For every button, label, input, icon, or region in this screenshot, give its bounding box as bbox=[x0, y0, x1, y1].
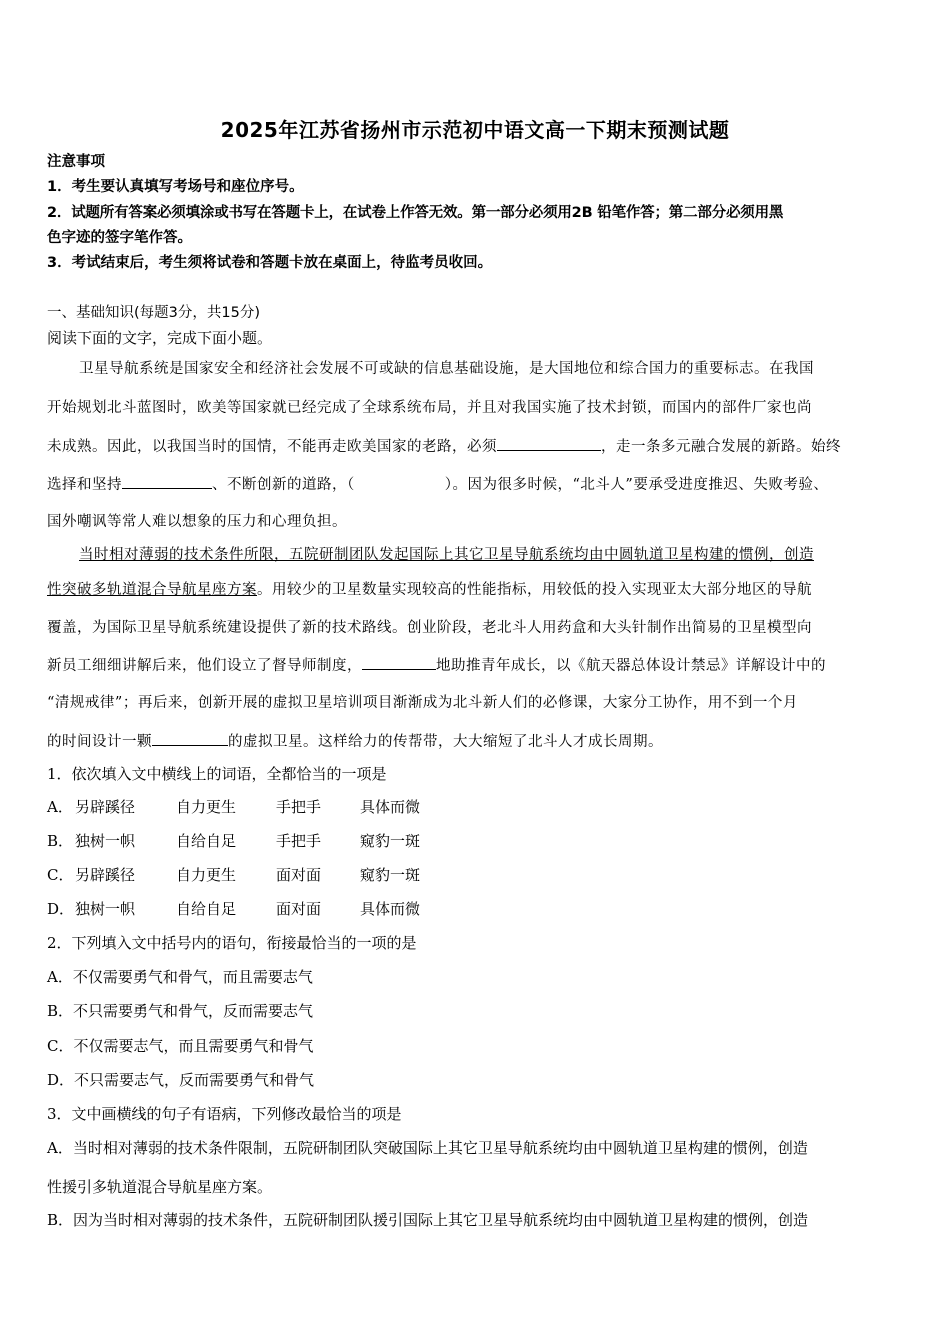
option-word: 另辟蹊径 bbox=[75, 798, 136, 816]
q2-option: D．不只需要志气，反而需要勇气和骨气 bbox=[47, 1071, 315, 1089]
section-instruction: 阅读下面的文字，完成下面小题。 bbox=[47, 329, 273, 347]
notice-item: 3．考试结束后，考生须将试卷和答题卡放在桌面上，待监考员收回。 bbox=[47, 255, 493, 271]
question-stem: 1．依次填入文中横线上的词语，全都恰当的一项是 bbox=[47, 765, 387, 783]
notice-item: 色字迹的签字笔作答。 bbox=[47, 230, 192, 246]
passage-text: 地助推青年成长，以《航天器总体设计禁忌》详解设计中的 bbox=[436, 658, 826, 674]
passage-line: 开始规划北斗蓝图时，欧美等国家就已经完成了全球系统布局，并且对我国实施了技术封锁，而国内的部件厂家也尚 bbox=[47, 400, 812, 416]
q2-option: A．不仅需要勇气和骨气，而且需要志气 bbox=[47, 968, 313, 986]
passage-line bbox=[47, 731, 905, 752]
option-label: B． bbox=[47, 832, 74, 850]
option-word: 独树一帜 bbox=[75, 900, 136, 918]
page-title: 2025年江苏省扬州市示范初中语文高一下期末预测试题 bbox=[220, 118, 730, 142]
section-heading: 一、基础知识(每题3分，共15分) bbox=[47, 305, 260, 321]
passage-text: 选择和坚持 bbox=[47, 477, 122, 493]
q2-option: C．不仅需要志气，而且需要勇气和骨气 bbox=[47, 1037, 314, 1055]
option-word: 手把手 bbox=[276, 798, 322, 816]
passage-text: 新员工细细讲解后来，他们设立了督导师制度， bbox=[47, 658, 362, 674]
passage-line bbox=[47, 580, 905, 600]
passage-text: 的时间设计一颗 bbox=[47, 734, 152, 750]
answer-blank bbox=[497, 436, 601, 451]
underlined-sentence: 性突破多轨道混合导航星座方案 bbox=[47, 582, 257, 598]
notice-heading: 注意事项 bbox=[47, 154, 105, 170]
option-word: 手把手 bbox=[276, 832, 322, 850]
q1-option-a bbox=[47, 797, 905, 817]
question-stem: 3．文中画横线的句子有语病，下列修改最恰当的项是 bbox=[47, 1105, 402, 1123]
passage-text: 的虚拟卫星。这样给力的传帮带，大大缩短了北斗人才成长周期。 bbox=[228, 734, 663, 750]
answer-blank bbox=[122, 474, 212, 489]
option-word: 自给自足 bbox=[176, 832, 237, 850]
passage-text: 未成熟。因此，以我国当时的国情，不能再走欧美国家的老路，必须 bbox=[47, 439, 497, 455]
passage-line: 卫星导航系统是国家安全和经济社会发展不可或缺的信息基础设施，是大国地位和综合国力的重要标志。在我国 bbox=[79, 361, 814, 377]
passage-text: ，走一条多元融合发展的新路。始终 bbox=[601, 439, 841, 455]
option-label: C． bbox=[47, 866, 74, 884]
q3-option: A．当时相对薄弱的技术条件限制，五院研制团队突破国际上其它卫星导航系统均由中圆轨道卫星构建的惯例，创造 bbox=[47, 1139, 808, 1157]
option-word: 面对面 bbox=[276, 866, 322, 884]
answer-blank bbox=[152, 731, 228, 746]
passage-line: “清规戒律”；再后来，创新开展的虚拟卫星培训项目渐渐成为北斗新人们的必修课，大家分工协作，用不到一个月 bbox=[47, 695, 798, 711]
option-word: 自给自足 bbox=[176, 900, 237, 918]
passage-line bbox=[47, 436, 905, 457]
passage-line: 覆盖，为国际卫星导航系统建设提供了新的技术路线。创业阶段，老北斗人用药盒和大头针制作出简易的卫星模型向 bbox=[47, 620, 812, 636]
underlined-sentence: 当时相对薄弱的技术条件所限，五院研制团队发起国际上其它卫星导航系统均由中圆轨道卫星构建的惯例，创造 bbox=[79, 547, 814, 563]
option-label: D． bbox=[47, 900, 75, 918]
option-word: 具体而微 bbox=[360, 798, 421, 816]
option-word: 自力更生 bbox=[176, 798, 237, 816]
q2-option: B．不只需要勇气和骨气，反而需要志气 bbox=[47, 1002, 314, 1020]
passage-text: 、不断创新的道路，（ bbox=[212, 477, 355, 493]
q1-option-d bbox=[47, 899, 905, 919]
passage-line bbox=[47, 545, 905, 565]
q3-option: B．因为当时相对薄弱的技术条件，五院研制团队援引国际上其它卫星导航系统均由中圆轨道卫星构建的惯例，创造 bbox=[47, 1211, 809, 1229]
answer-blank bbox=[362, 655, 436, 670]
passage-line: 国外嘲讽等常人难以想象的压力和心理负担。 bbox=[47, 514, 347, 530]
passage-line bbox=[47, 474, 905, 495]
q1-option-c bbox=[47, 865, 905, 885]
option-label: A． bbox=[47, 798, 73, 816]
option-word: 另辟蹊径 bbox=[75, 866, 136, 884]
option-word: 具体而微 bbox=[360, 900, 421, 918]
option-word: 窥豹一斑 bbox=[360, 866, 421, 884]
option-word: 窥豹一斑 bbox=[360, 832, 421, 850]
passage-text: 。用较少的卫星数量实现较高的性能指标，用较低的投入实现亚太大部分地区的导航 bbox=[257, 582, 812, 598]
notice-item: 1．考生要认真填写考场号和座位序号。 bbox=[47, 179, 304, 195]
q3-option-cont: 性援引多轨道混合导航星座方案。 bbox=[47, 1178, 273, 1196]
option-word: 自力更生 bbox=[176, 866, 237, 884]
question-stem: 2．下列填入文中括号内的语句，衔接最恰当的一项的是 bbox=[47, 934, 417, 952]
option-word: 面对面 bbox=[276, 900, 322, 918]
passage-text: ）。因为很多时候，“北斗人”要承受进度推迟、失败考验、 bbox=[444, 477, 829, 493]
notice-item: 2．试题所有答案必须填涂或书写在答题卡上，在试卷上作答无效。第一部分必须用2B 铅笔作答；第二部分必须用黑 bbox=[47, 205, 784, 221]
passage-line bbox=[47, 655, 905, 676]
option-word: 独树一帜 bbox=[75, 832, 136, 850]
q1-option-b bbox=[47, 831, 905, 851]
